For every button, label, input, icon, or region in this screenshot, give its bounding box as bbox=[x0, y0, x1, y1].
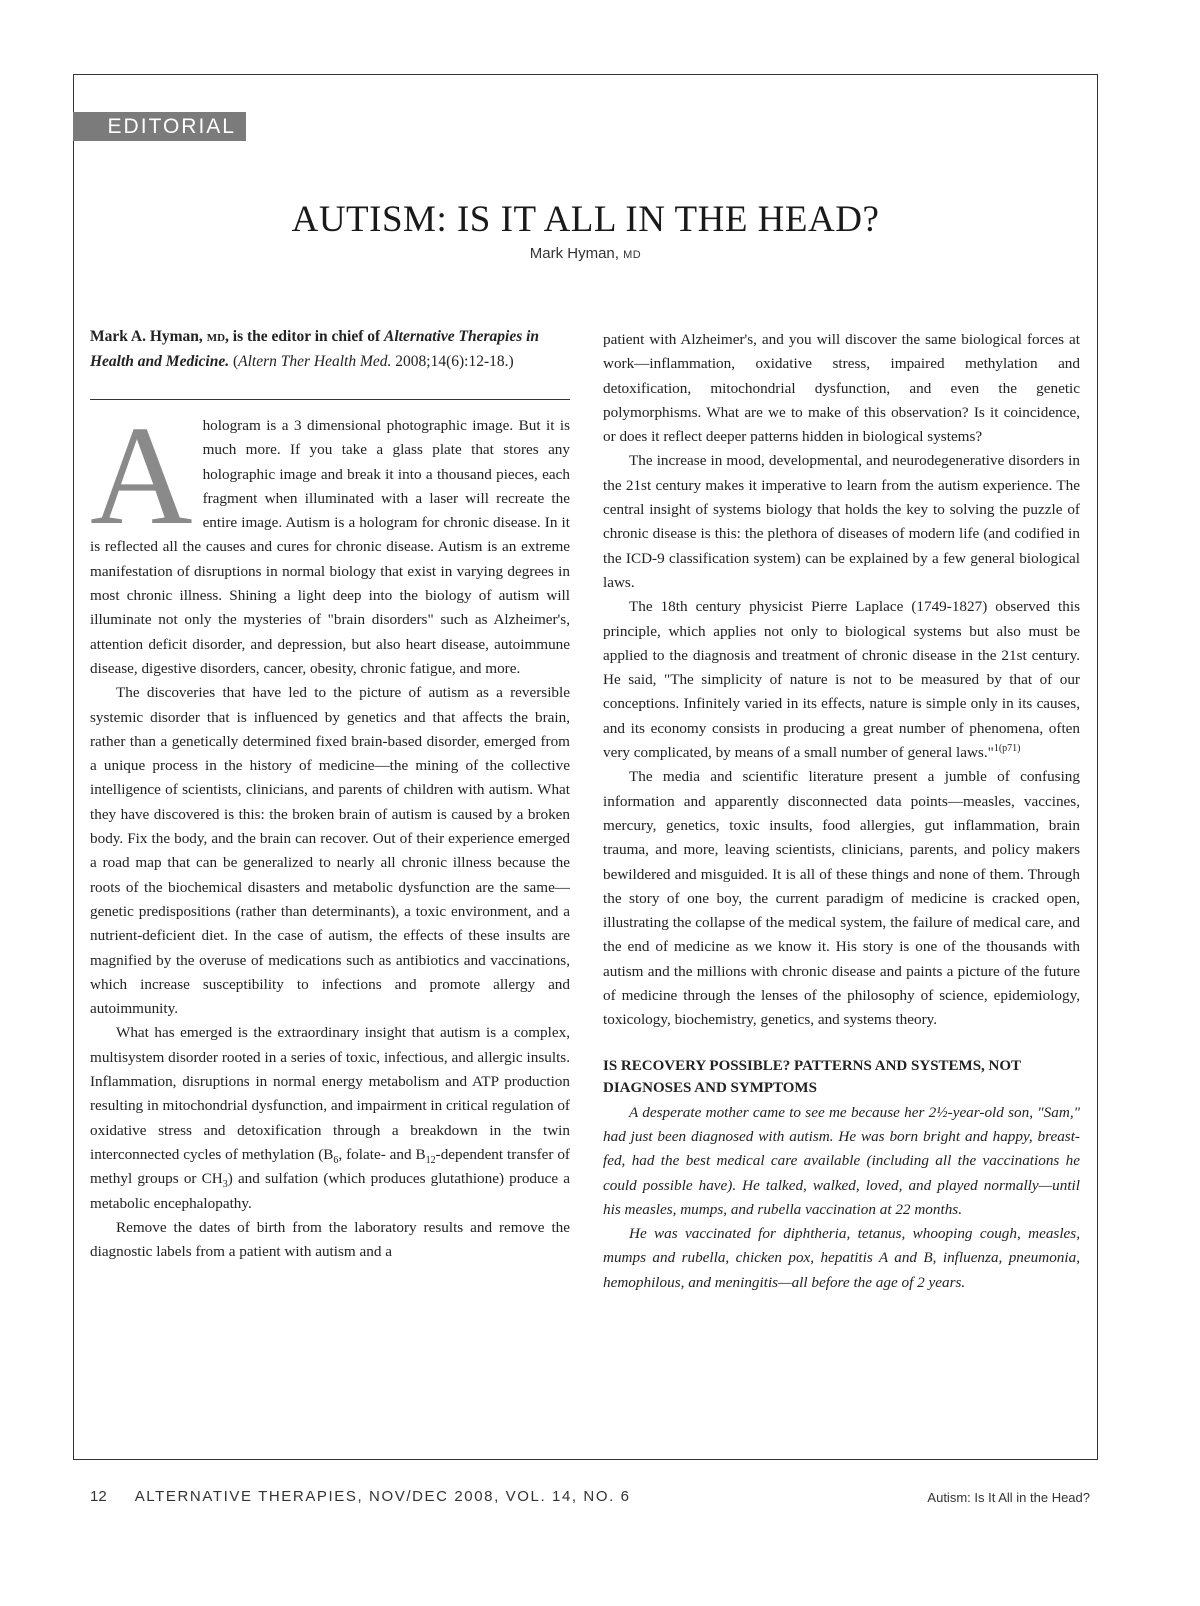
reference-marker: 1(p71) bbox=[993, 742, 1021, 754]
case-paragraph: He was vaccinated for diphtheria, tetanus, whooping cough, measles, mumps and rubella, chicken pox, hepatitis A and B, influenza, pneumonia, hemophilous, and meningitis—all before the age of 2 years. bbox=[603, 1225, 1080, 1291]
paragraph: What has emerged is the extraordinary insight that autism is a complex, multisystem disorder rooted in a series of toxic, infectious, and allergic insults. Inflammation, disruptions in normal energy metabolism and ATP production resulting in mitochondrial dysfunction, and impairment in critical regulation of oxidative stress and detoxification through a breakdown in the twin interconnected cycles of methylation ($B_6$, folate- and $B_{12}$-dependent transfer of methyl groups or $CH_3$) and sulfation (which produces glutathione) produce a metabolic encephalopathy. bbox=[90, 1024, 570, 1212]
running-title: Autism: Is It All in the Head? bbox=[927, 1490, 1090, 1505]
paragraph: The increase in mood, developmental, and neurodegenerative disorders in the 21st century makes it imperative to learn from the autism experience. The central insight of systems biology that holds the key to solving the puzzle of chronic disease is this: the plethora of diseases of modern life (and codified in the ICD-9 classification system) can be explained by a few general biological laws. bbox=[603, 452, 1080, 591]
citation-journal: Altern Ther Health Med. bbox=[238, 353, 392, 370]
section-heading: IS RECOVERY POSSIBLE? PATTERNS AND SYSTEMS, NOT DIAGNOSES AND SYMPTOMS bbox=[603, 1057, 1021, 1096]
paragraph: The 18th century physicist Pierre Laplace (1749-1827) observed this principle, which applies not only to biological systems but also must be applied to the diagnosis and treatment of chronic disease in the 21st century. He said, "The simplicity of nature is not to be measured by that of our conceptions. Infinitely varied in its effects, nature is simple only in its causes, and its economy consists in producing a great number of phenomena, often very complicated, by means of a small number of general laws."$^{1(p71)}$ bbox=[603, 598, 1080, 762]
left-column bbox=[90, 325, 570, 1264]
drop-cap: A bbox=[90, 396, 193, 554]
paragraph: Remove the dates of birth from the laboratory results and remove the diagnostic labels from a patient with autism and a bbox=[90, 1218, 570, 1261]
article-title: AUTISM: IS IT ALL IN THE HEAD? bbox=[291, 199, 880, 240]
byline-degree: MD bbox=[623, 249, 642, 261]
paragraph: The media and scientific literature present a jumble of confusing information and apparently disconnected data points—measles, vaccines, mercury, genetics, toxic insults, food allergies, gut inflammation, brain trauma, and more, leaving scientists, clinicians, parents, and policy makers bewildered and misguided. It is all of these things and none of them. Through the story of one boy, the current paradigm of medicine is cracked open, illustrating the collapse of the medical system, the failure of medical care, and the end of medicine as we know it. His story is one of the thousands with autism and the millions with chronic disease and paints a picture of the future of medicine through the lenses of the philosophy of science, epidemiology, toxicology, biochemistry, genetics, and systems theory. bbox=[603, 768, 1080, 1029]
journal-name: Alternative Therapies in Health and Medicine. bbox=[90, 328, 540, 370]
paragraph-intro bbox=[90, 396, 570, 681]
author-role: , is the editor in chief of bbox=[225, 328, 381, 345]
section-tag: EDITORIAL bbox=[73, 112, 246, 141]
case-paragraph: A desperate mother came to see me because her 2½-year-old son, "Sam," had just been diagnosed with autism. He was born bright and happy, breast-fed, had the best medical care available (including all the vaccinations he could possible have). He talked, walked, loved, and played normally—until his measles, mumps, and rubella vaccination at 22 months. bbox=[603, 1103, 1080, 1218]
paragraph: The discoveries that have led to the picture of autism as a reversible systemic disorder that is influenced by genetics and that affects the brain, rather than a genetically determined fixed brain-based disorder, emerged from a unique process in the history of medicine—the mining of the collective intelligence of scientists, clinicians, and parents of children with autism. What they have discovered is this: the broken brain of autism is caused by a broken body. Fix the body, and the brain can recover. Out of their experience emerged a road map that can be generalized to nearly all chronic illness because the roots of the biochemical disasters and metabolic dysfunction are the same—genetic predispositions (rather than determinants), a toxic environment, and a nutrient-deficient diet. In the case of autism, the effects of these insults are magnified by the overuse of medications such as antibiotics and vaccinations, which increase susceptibility to infections and promote allergy and autoimmunity. bbox=[90, 684, 570, 1018]
paragraph: patient with Alzheimer's, and you will discover the same biological forces at work—inflammation, oxidative stress, impaired methylation and detoxification, mitochondrial dysfunction, and even the genetic polymorphisms. What are we to make of this observation? Is it coincidence, or does it reflect deeper patterns hidden in biological systems? bbox=[603, 331, 1080, 446]
byline bbox=[73, 245, 1098, 262]
author-note bbox=[90, 325, 570, 373]
footer-journal bbox=[90, 1488, 631, 1505]
page-number: 12 bbox=[90, 1488, 107, 1505]
author-name: Mark A. Hyman, bbox=[90, 328, 203, 345]
paragraph-intro-text: hologram is a 3 dimensional photographic image. But it is much more. If you take a glass plate that stores any holographic image and break it into a thousand pieces, each fragment when illuminated with a laser will recreate the entire image. Autism is a hologram for chronic disease. In it is reflected all the causes and cures for chronic disease. Autism is an extreme manifestation of disruptions in normal biology that exist in varying degrees in most chronic illness. Shining a light deep into the biology of autism will illuminate not only the mysteries of "brain disorders" such as Alzheimer's, attention deficit disorder, and depression, but also heart disease, autoimmune disease, digestive disorders, cancer, obesity, chronic fatigue, and more. bbox=[90, 417, 570, 677]
journal-issue: ALTERNATIVE THERAPIES, NOV/DEC 2008, VOL. 14, NO. 6 bbox=[134, 1488, 631, 1505]
right-column bbox=[603, 328, 1080, 1295]
citation-open: ( bbox=[232, 353, 239, 370]
citation-rest: 2008;14(6):12-18.) bbox=[395, 353, 514, 370]
author-degree: MD bbox=[206, 332, 226, 344]
byline-name: Mark Hyman, bbox=[529, 245, 619, 262]
